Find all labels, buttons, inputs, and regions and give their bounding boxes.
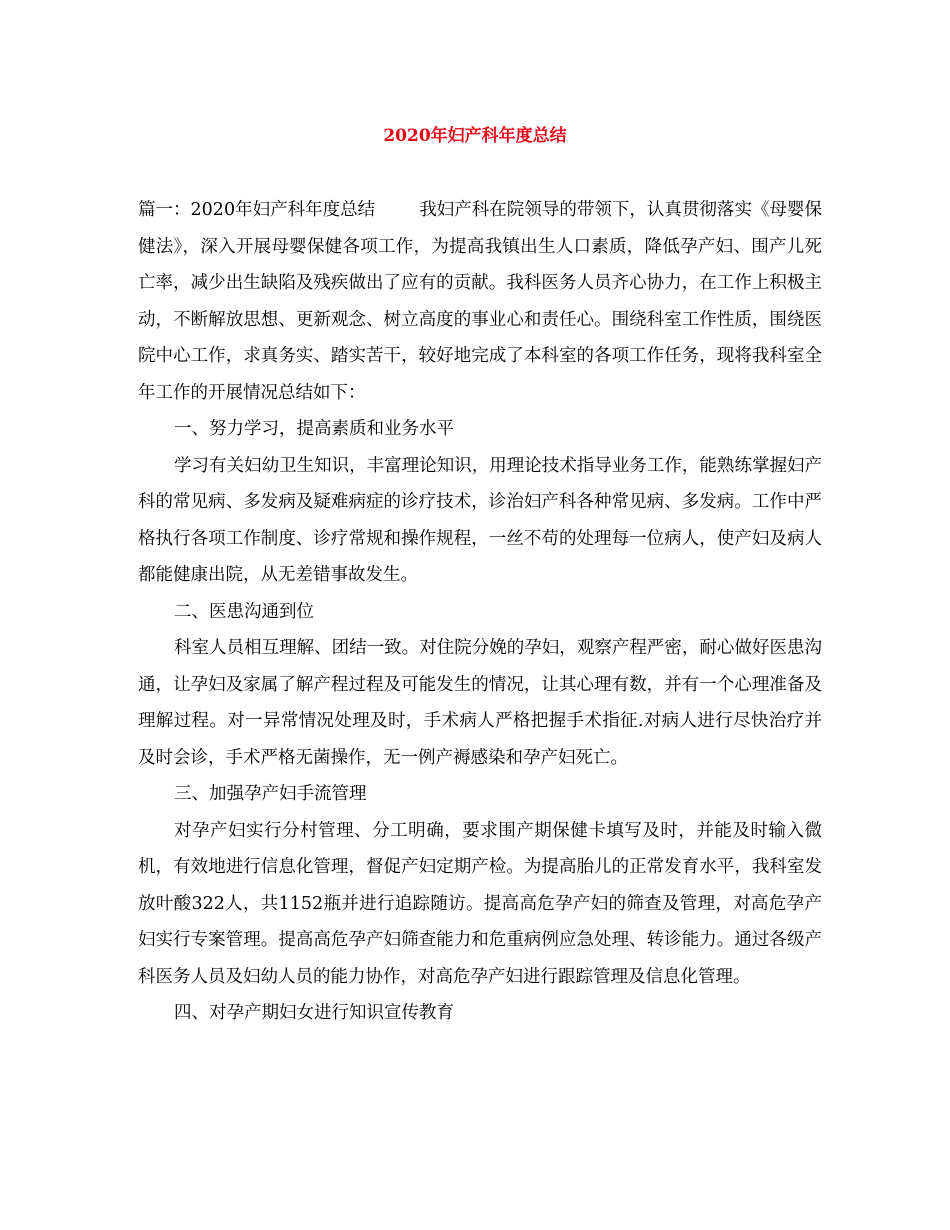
section-heading-4: 四、对孕产期妇女进行知识宣传教育 xyxy=(174,1003,454,1023)
section-heading-1: 一、努力学习，提高素质和业务水平 xyxy=(174,419,454,439)
section-heading-2: 二、医患沟通到位 xyxy=(174,601,314,622)
document-title: 2020年妇产科年度总结 xyxy=(383,126,567,146)
section-body-3: 对孕产妇实行分村管理、分工明确，要求围产期保健卡填写及时，并能及时输入微机，有效地进行信息化管理，督促产妇定期产检。为提高胎儿的正常发育水平，我科室发放叶酸322人，共1152瓶并进行追踪随访。提高高危孕产妇的筛查及管理，对高危孕产妇实行专案管理。提高高危孕产妇筛查能力和危重病例应急处理、转诊能力。通过各级产科医务人员及妇幼人员的能力协作，对高危孕产妇进行跟踪管理及信息化管理。 xyxy=(138,820,822,987)
document-body xyxy=(138,192,822,1032)
section-heading-3: 三、加强孕产妇手流管理 xyxy=(174,784,367,804)
section-body-1: 学习有关妇幼卫生知识，丰富理论知识，用理论技术指导业务工作，能熟练掌握妇产科的常见病、多发病及疑难病症的诊疗技术，诊治妇产科各种常见病、多发病。工作中严格执行各项工作制度、诊疗常规和操作规程，一丝不苟的处理每一位病人，使产妇及病人都能健康出院，从无差错事故发生。 xyxy=(138,455,822,585)
section-body-2: 科室人员相互理解、团结一致。对住院分娩的孕妇，观察产程严密，耐心做好医患沟通，让孕妇及家属了解产程过程及可能发生的情况，让其心理有数，并有一个心理准备及理解过程。对一异常情况处理及时，手术病人严格把握手术指征.对病人进行尽快治疗并及时会诊，手术严格无菌操作，无一例产褥感染和孕产妇死亡。 xyxy=(138,638,822,768)
intro-body: 我妇产科在院领导的带领下，认真贯彻落实《母婴保健法》，深入开展母婴保健各项工作，为提高我镇出生人口素质，降低孕产妇、围产儿死亡率，减少出生缺陷及残疾做出了应有的贡献。我科医务人员齐心协力，在工作上积极主动，不断解放思想、更新观念、树立高度的事业心和责任心。围绕科室工作性质，围绕医院中心工作，求真务实、踏实苦干，较好地完成了本科室的各项工作任务，现将我科室全年工作的开展情况总结如下： xyxy=(138,200,822,403)
intro-lead: 篇一：2020年妇产科年度总结 xyxy=(138,200,376,220)
intro-paragraph xyxy=(138,192,822,411)
